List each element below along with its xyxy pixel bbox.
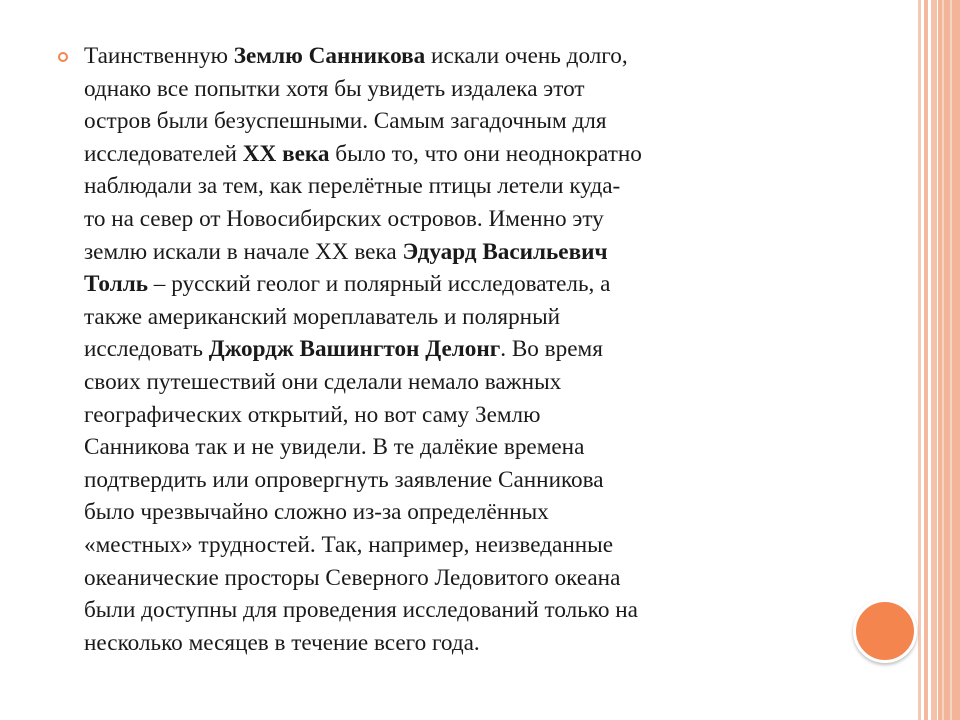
text-line [84, 333, 824, 366]
text-line [84, 594, 824, 627]
text-run: – русский геолог и полярный исследователь, а [148, 271, 611, 298]
text-run: было чрезвычайно сложно из-за определённых [84, 499, 549, 526]
text-run: Таинственную [84, 43, 234, 69]
text-run: океанические просторы Северного Ледовитого океана [84, 564, 621, 591]
text-line [84, 203, 824, 236]
text-run: Санникова так и не увидели. В те далёкие времена [84, 434, 585, 461]
text-run: искали очень долго, [425, 43, 628, 69]
text-run: землю искали в начале XX века [84, 238, 403, 265]
text-run: однако все попытки хотя бы увидеть издалека этот [84, 75, 585, 102]
text-line [84, 562, 824, 595]
text-line [84, 529, 824, 562]
text-line [84, 105, 824, 138]
text-line [84, 73, 824, 106]
bullet-icon [58, 52, 68, 62]
text-run: то на север от Новосибирских островов. Именно эту [84, 205, 604, 232]
text-run: географических открытий, но вот саму Землю [84, 401, 541, 428]
text-run: «местных» трудностей. Так, например, неизведанные [84, 531, 614, 558]
text-run: исследовать [84, 336, 209, 363]
border-stripe [918, 0, 921, 720]
text-line [84, 464, 824, 497]
text-run: . Во время [500, 336, 603, 363]
text-line [84, 301, 824, 334]
text-line [84, 170, 824, 203]
text-run: наблюдали за тем, как перелётные птицы летели куда- [84, 173, 621, 200]
border-stripe [924, 0, 928, 720]
text-run: было то, что они неоднократно [329, 140, 642, 167]
text-line [84, 431, 824, 464]
body-paragraph [84, 40, 824, 659]
text-line [84, 399, 824, 432]
bold-text: Джордж Вашингтон Делонг [208, 336, 501, 363]
text-run: также американский мореплаватель и полярный [84, 303, 561, 330]
bold-text: Землю Санникова [233, 43, 426, 69]
decorative-circle-icon [853, 599, 917, 663]
text-line [84, 138, 824, 171]
text-run: остров были безуспешными. Самым загадочным для [84, 108, 607, 135]
text-line [84, 268, 824, 301]
border-stripe [942, 0, 944, 720]
text-line [84, 236, 824, 269]
bold-text: Эдуард Васильевич [402, 238, 608, 265]
text-line [84, 627, 824, 660]
text-line [84, 366, 824, 399]
text-run: своих путешествий они сделали немало важных [84, 368, 562, 395]
text-run: исследователей [84, 140, 243, 167]
bold-text: Толль [84, 271, 148, 298]
text-run: были доступны для проведения исследований только на [84, 597, 638, 624]
border-stripe [950, 0, 952, 720]
border-stripe [931, 0, 937, 720]
text-line [84, 496, 824, 529]
text-run: несколько месяцев в течение всего года. [84, 629, 480, 656]
bold-text: XX века [242, 140, 330, 167]
text-run: подтвердить или опровергнуть заявление Санникова [84, 466, 604, 493]
text-line [84, 40, 824, 73]
